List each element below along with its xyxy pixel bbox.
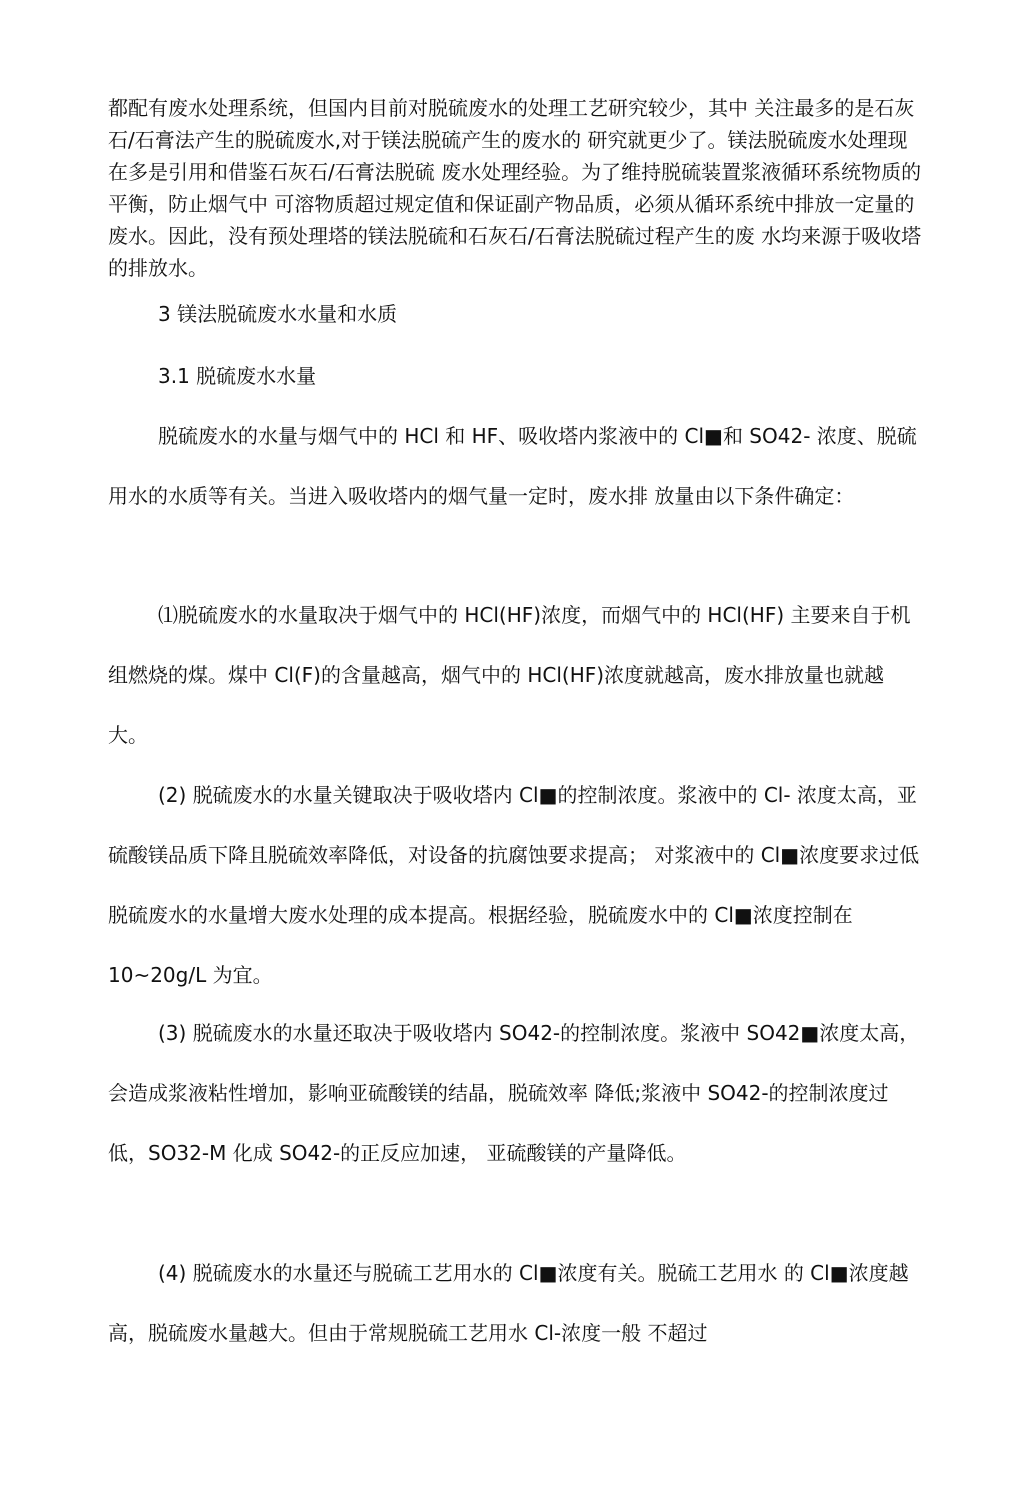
paragraph-water-volume: 脱硫废水的水量与烟气中的 HCl 和 HF、吸收塔内浆液中的 Cl■和 SO42- 浓度、脱硫用水的水质等有关。当进入吸收塔内的烟气量一定时，废水排 放量由以下条件确定：	[108, 424, 917, 508]
paragraph-intro: 都配有废水处理系统，但国内目前对脱硫废水的处理工艺研究较少，其中 关注最多的是石灰石/石膏法产生的脱硫废水,对于镁法脱硫产生的废水的 研究就更少了。镁法脱硫废水处理现在多是引用和借鉴石灰石/石膏法脱硫 废水处理经验。为了维持脱硫装置浆液循环系统物质的平衡，防止烟气中 可溶物质超过规定值和保证副产物品质，必须从循环系统中排放一定量的 废水。因此，没有预处理塔的镁法脱硫和石灰石/石膏法脱硫过程产生的废 水均来源于吸收塔的排放水。	[108, 96, 922, 280]
paragraph-condition-1: ⑴脱硫废水的水量取决于烟气中的 HCl(HF)浓度，而烟气中的 HCl(HF) 主要来自于机组燃烧的煤。煤中 Cl(F)的含量越高，烟气中的 HCl(HF)浓度就越高，废水排放量也就越大。	[108, 603, 911, 747]
paragraph-condition-2: (2) 脱硫废水的水量关键取决于吸收塔内 Cl■的控制浓度。浆液中的 Cl- 浓度太高，亚硫酸镁品质下降且脱硫效率降低，对设备的抗腐蚀要求提高； 对浆液中的 Cl■浓度要求过低脱硫废水的水量增大废水处理的成本提高。根据经验，脱硫废水中的 Cl■浓度控制在 10~20g/L 为宜。	[108, 783, 920, 987]
section-heading-3: 3 镁法脱硫废水水量和水质	[158, 302, 398, 326]
subsection-heading-3-1: 3.1 脱硫废水水量	[158, 364, 317, 388]
paragraph-condition-4: (4) 脱硫废水的水量还与脱硫工艺用水的 Cl■浓度有关。脱硫工艺用水 的 Cl■浓度越高，脱硫废水量越大。但由于常规脱硫工艺用水 Cl-浓度一般 不超过	[108, 1261, 909, 1345]
paragraph-condition-3: (3) 脱硫废水的水量还取决于吸收塔内 SO42-的控制浓度。浆液中 SO42■浓度太高，会造成浆液粘性增加，影响亚硫酸镁的结晶，脱硫效率 降低;浆液中 SO42-的控制浓度过低，SO32-M 化成 SO42-的正反应加速， 亚硫酸镁的产量降低。	[108, 1021, 920, 1165]
